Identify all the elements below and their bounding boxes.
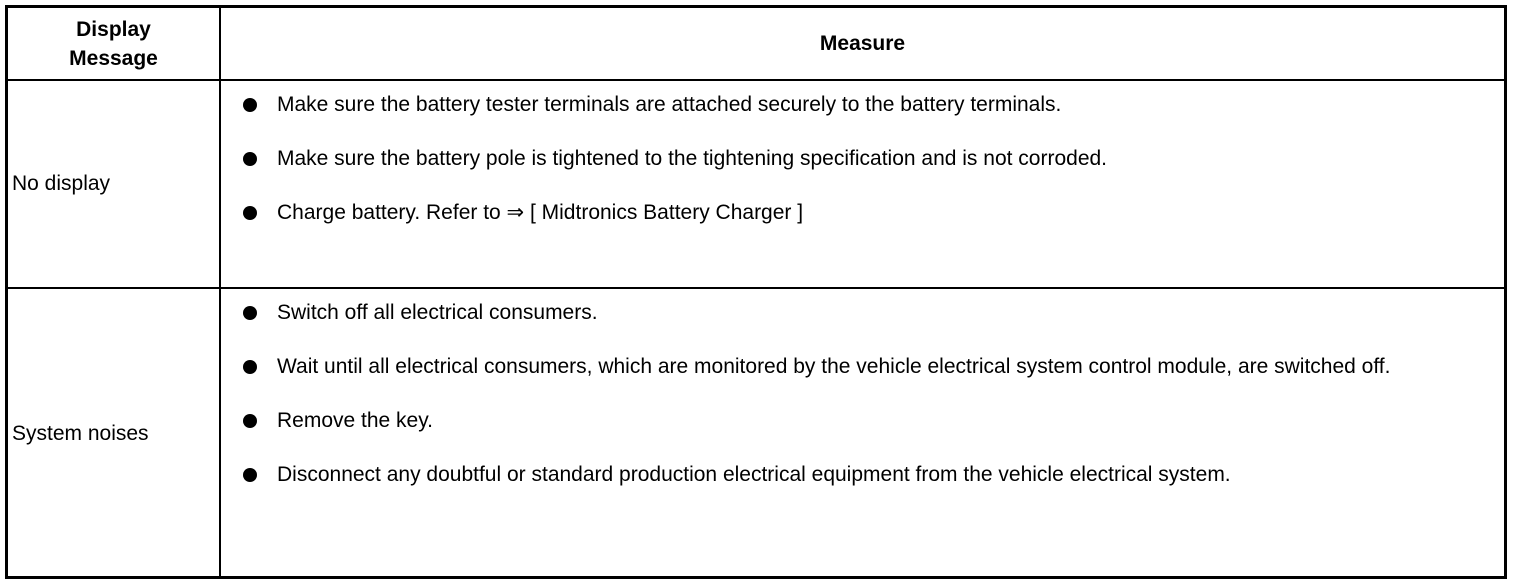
bullet-icon (243, 152, 257, 166)
bullet-icon (243, 414, 257, 428)
measure-cell (220, 288, 1504, 578)
table-row (8, 80, 1504, 288)
measure-list (243, 298, 1484, 490)
measure-text: Wait until all electrical consumers, which are monitored by the vehicle electrical system control module, are switched off. (277, 355, 1391, 378)
bullet-icon (243, 206, 257, 220)
table-row (8, 288, 1504, 578)
list-item (243, 298, 1484, 328)
display-message-cell: No display (8, 80, 220, 288)
list-item (243, 352, 1484, 382)
display-message-cell: System noises (8, 288, 220, 578)
measure-cell (220, 80, 1504, 288)
bullet-icon (243, 98, 257, 112)
header-display-message (8, 8, 220, 80)
measure-text: Disconnect any doubtful or standard production electrical equipment from the vehicle electrical system. (277, 463, 1231, 486)
list-item (243, 198, 1484, 228)
header-display-message-line1: Display (76, 17, 151, 41)
list-item (243, 406, 1484, 436)
bullet-icon (243, 360, 257, 374)
measure-text: Make sure the battery tester terminals are attached securely to the battery terminals. (277, 93, 1062, 116)
measure-list (243, 90, 1484, 228)
measure-text: Charge battery. Refer to ⇒ [ Midtronics Battery Charger ] (277, 201, 804, 224)
bullet-icon (243, 468, 257, 482)
measure-text: Remove the key. (277, 409, 434, 432)
list-item (243, 144, 1484, 174)
header-display-message-line2: Message (69, 46, 158, 70)
measure-text: Switch off all electrical consumers. (277, 301, 598, 324)
list-item (243, 90, 1484, 120)
bullet-icon (243, 306, 257, 320)
list-item (243, 460, 1484, 490)
measure-text: Make sure the battery pole is tightened to the tightening specification and is not corroded. (277, 147, 1108, 170)
table-header-row (8, 8, 1504, 80)
header-measure: Measure (220, 8, 1504, 80)
measures-table-frame (5, 5, 1507, 579)
measures-table (8, 8, 1504, 578)
